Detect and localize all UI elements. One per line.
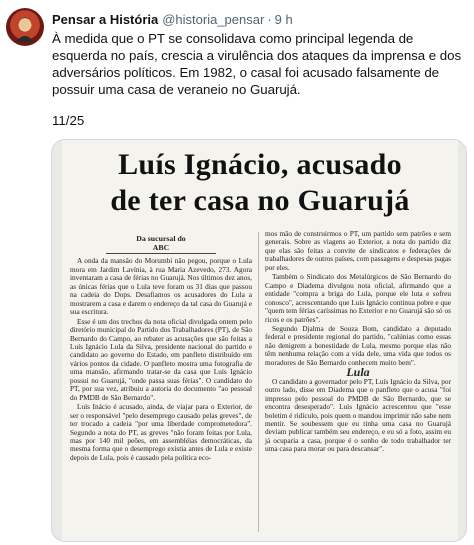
- separator-dot: ·: [267, 11, 272, 27]
- clipping-byline: Da sucursal do: [136, 234, 186, 243]
- clipping-paragraph: Luís Inácio é acusado, ainda, de viajar para o Exterior, de ser o responsável "pelo desemprego causado pelas greves", de ter trocado a cadeia "por uma liberdade comprometedora". Segundo a nota do PT, as greves "não foram feitas por Lula, mas por 140 mil peões, em assembléias democráticas, da mesma forma que o desemprego existia antes de Lula e existe depois de Lula, pois é causado pela política eco-: [70, 402, 252, 462]
- thread-counter: 11/25: [52, 113, 85, 128]
- user-handle[interactable]: @historia_pensar: [162, 11, 265, 27]
- clipping-subhead: Lula: [346, 365, 370, 380]
- clipping-paragraph: A onda da mansão do Morumbi não pegou, porque o Lula mora em Jardim Lavínia, à rua Maria Azevedo, 273. Agora inventaram a casa de férias no Guarujá. Nos últimos dez anos, as únicas férias que o Lula teve foram os 31 dias que passou na cadeia do Dops. Desafiamos os acusadores do Lula a mostrarem a casa e darem o endereço da tal casa do Guarujá e sua escritura.: [70, 256, 252, 317]
- newspaper-clipping: [62, 140, 458, 542]
- avatar[interactable]: [6, 8, 44, 46]
- clipping-paragraph: O candidato a governador pelo PT, Luís Ignácio da Silva, por outro lado, disse em Diadema que o panfleto que o acusa "foi impresso pelo pessoal do PMDB de São Bernardo, que se encontra desesperado". Luís Ignácio acrescentou que "esse boletim é ridículo, pois quem o mandou imprimir não sabe nem mentir. Se soubessem que eu tinha uma casa no Guarujá deviam publicar também seu endereço, e eu só a foto, assim eu já ocuparia a casa, porque é o sonho de todo trabalhador ter uma casa para morar ou para descansar".: [265, 376, 451, 454]
- clipping-headline-line1: Luís Ignácio, acusado: [118, 148, 402, 181]
- clipping-byline-org: ABC: [152, 243, 170, 252]
- timestamp[interactable]: 9 h: [274, 11, 293, 27]
- clipping-paragraph: mos mão de construirmos o PT, um partido sem patrões e sem generais. Sobre as viagens ao Exterior, a nota do partido diz que elas são feitas a convite de sindicatos e federações de trabalhadores de outros países, com passagens e despesas pagas por eles.: [265, 229, 451, 272]
- clipping-paragraph: Também o Sindicato dos Metalúrgicos de São Bernardo do Campo e Diadema divulgou nota oficial, afirmando que a entidade "compra a briga do Lula, porque ele luta e sofreu conosco", acrescentando que Luís Ignácio continua pobre e que "quem tem férias caríssimas no Exterior e no Guarujá são só os ricos e os patrões".: [265, 272, 451, 324]
- clipping-column-2: [265, 230, 451, 454]
- avatar-portrait-icon: [6, 8, 44, 46]
- clipping-paragraph: Segundo Djalma de Souza Bom, candidato a deputado federal e presidente regional do partido, "calúnias como essas não denigrem a honestidade de Lula, mesmo porque elas não têm nenhuma relação com a vida dele, uma vida que todos os moradores de São Bernardo conhecem muito bem".: [265, 323, 451, 367]
- tweet-header: [52, 10, 464, 28]
- tweet-media-image[interactable]: [51, 139, 467, 542]
- clipping-column-1: [70, 234, 252, 462]
- clipping-headline-line2: de ter casa no Guarujá: [110, 184, 410, 217]
- byline-rule: [106, 253, 215, 254]
- column-divider: [258, 232, 259, 532]
- tweet-text: À medida que o PT se consolidava como principal legenda de esquerda no país, crescia a virulência dos ataques da imprensa e dos adversários políticos. Em 1982, o casal foi acusado falsamente de possuir uma casa de veraneio no Guarujá.: [52, 31, 462, 97]
- clipping-paragraph: Esse é um dos trechos da nota oficial divulgada ontem pelo diretório municipal do Partido dos Trabalhadores (PT), de São Bernardo do Campo, ao rebater as acusações que são feitas a Luís Ignácio Lula da Silva, presidente nacional do partido e candidato ao governo do Estado, em panfleto distribuído em vários pontos da cidade. O panfleto mostra uma fotografia de uma mansão, afirmando tratar-se da casa que Luís Ignácio possui no Guarujá, "onde passa suas férias". O candidato do PT, por sua vez, atribuiu a autoria do documento "ao pessoal do PMDB de São Bernardo".: [70, 316, 252, 402]
- display-name[interactable]: Pensar a História: [52, 11, 159, 27]
